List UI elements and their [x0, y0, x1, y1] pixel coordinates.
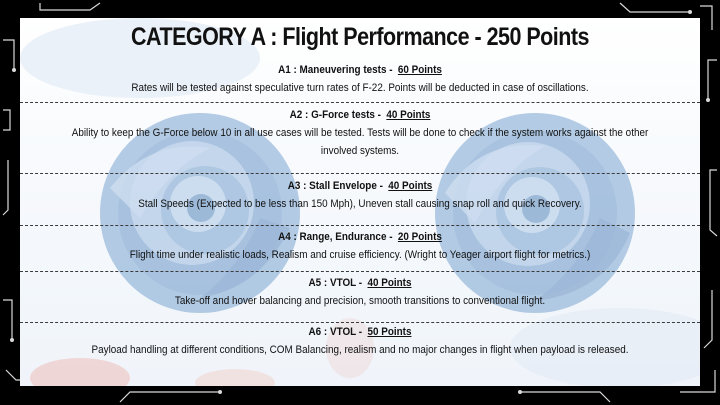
section-description: Ability to keep the G-Force below 10 in all use cases will be tested. Tests will be done to check if the system works against the other involved systems.	[71, 127, 649, 157]
section-description: Flight time under realistic loads, Realism and cruise efficiency. (Wright to Yeager airport flight for metrics.)	[129, 249, 591, 261]
section-description: Rates will be tested against speculative turn rates of F-22. Points will be deducted in case of oscillations.	[131, 82, 589, 94]
section-heading	[61, 106, 659, 124]
content-panel	[20, 18, 700, 386]
section-points: 40 Points	[388, 180, 433, 192]
section-divider	[20, 102, 700, 103]
section-points: 20 Points	[397, 231, 442, 243]
section-points: 40 Points	[386, 109, 431, 121]
section-a2	[61, 106, 659, 160]
section-heading-label: A4 : Range, Endurance -	[278, 231, 393, 243]
section-heading	[61, 228, 659, 246]
section-description: Take-off and hover balancing and precision, smooth transitions to conventional flight.	[174, 295, 546, 307]
section-heading	[61, 323, 659, 341]
section-a3	[61, 177, 659, 213]
section-points: 60 Points	[397, 64, 442, 76]
section-heading-label: A2 : G-Force tests -	[289, 109, 381, 121]
section-divider	[20, 225, 700, 226]
section-points: 50 Points	[367, 326, 412, 338]
category-title: CATEGORY A : Flight Performance - 250 Points	[131, 23, 589, 51]
section-heading-label: A3 : Stall Envelope -	[287, 180, 383, 192]
section-a4	[61, 228, 659, 264]
section-heading-label: A1 : Maneuvering tests -	[278, 64, 393, 76]
section-a1	[61, 61, 659, 97]
section-divider	[20, 271, 700, 272]
section-a5	[61, 274, 659, 310]
section-heading	[61, 177, 659, 195]
section-heading	[61, 274, 659, 292]
section-points: 40 Points	[367, 277, 412, 289]
section-description: Stall Speeds (Expected to be less than 150 Mph), Uneven stall causing snap roll and quick Recovery.	[138, 198, 582, 210]
category-content	[20, 18, 700, 386]
section-heading	[61, 61, 659, 79]
section-heading-label: A6 : VTOL -	[308, 326, 363, 338]
section-divider	[20, 173, 700, 174]
section-description: Payload handling at different conditions, COM Balancing, realism and no major changes in flight when payload is released.	[91, 344, 629, 356]
section-a6	[61, 323, 659, 359]
section-heading-label: A5 : VTOL -	[308, 277, 363, 289]
